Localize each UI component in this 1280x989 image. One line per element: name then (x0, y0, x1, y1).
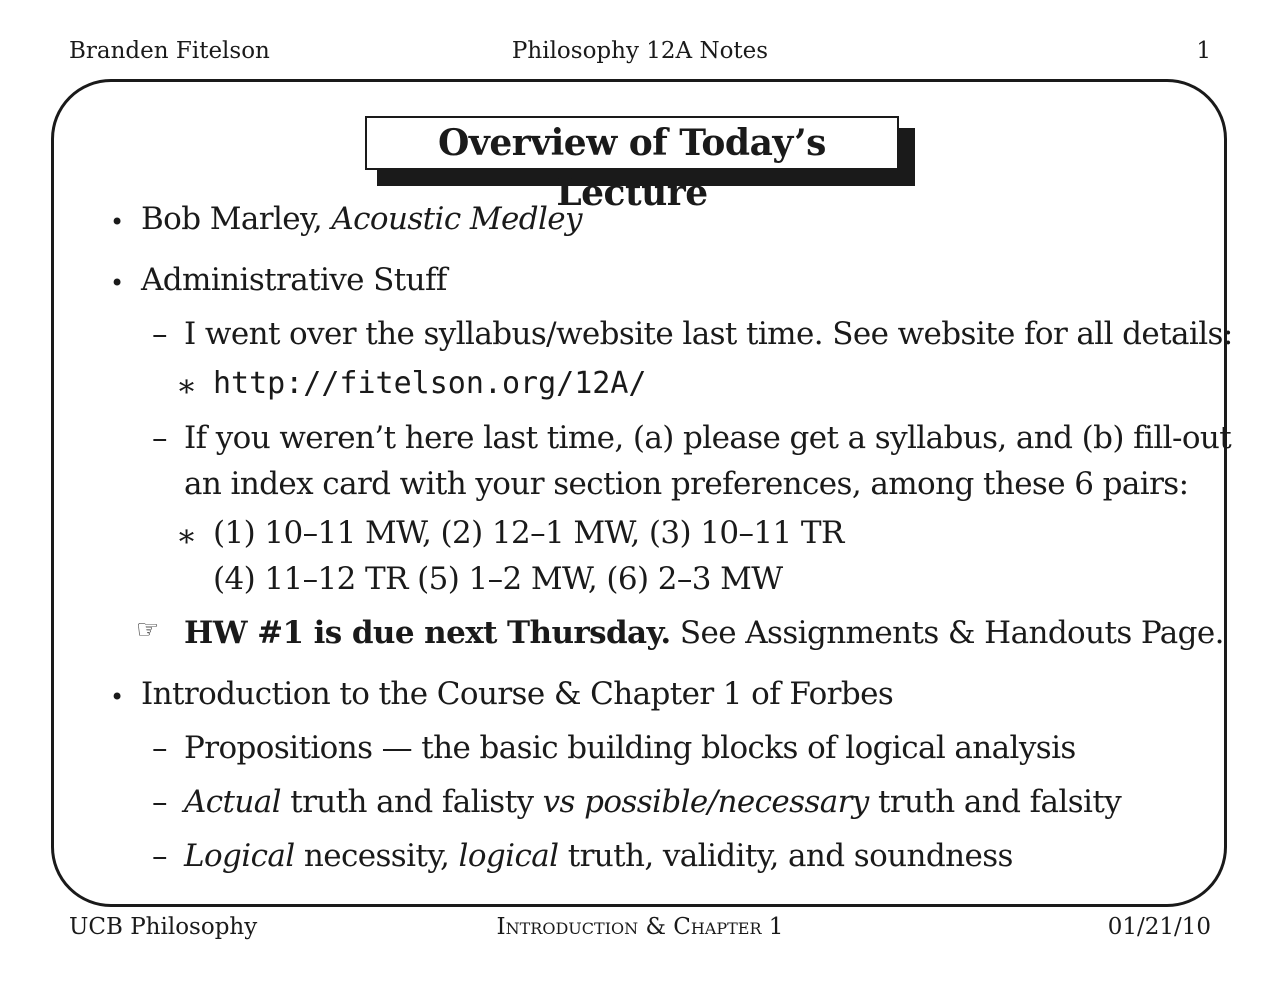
slide-title-box (365, 116, 899, 214)
header-author: Branden Fitelson (69, 38, 270, 64)
actual-emphasis: Actual (184, 784, 281, 820)
admin-absent-line-2: an index card with your section preferences, among these 6 pairs: (184, 466, 1189, 502)
footer-department: UCB Philosophy (69, 914, 258, 940)
list-item-intro: Introduction to the Course & Chapter 1 of Forbes (141, 676, 894, 712)
slide-title: Overview of Today’s Lecture (365, 116, 899, 170)
music-title: Acoustic Medley (331, 201, 582, 237)
bullet-icon: • (110, 269, 125, 297)
asterisk-icon: ∗ (176, 368, 197, 404)
actual-mid-text: truth and falisty (280, 784, 543, 820)
pointing-hand-icon: ☞ (136, 615, 159, 645)
list-item-admin: Administrative Stuff (141, 262, 447, 298)
intro-logical-necessity (184, 838, 1013, 874)
admin-syllabus: I went over the syllabus/website last time. See website for all details: (184, 316, 1233, 352)
music-label: Bob Marley, (141, 201, 332, 237)
course-website-link[interactable]: http://fitelson.org/12A/ (213, 366, 647, 401)
homework-due: HW #1 is due next Thursday. (184, 615, 671, 651)
homework-notice (184, 615, 1224, 651)
header-page-number: 1 (1196, 38, 1211, 64)
asterisk-icon: ∗ (176, 518, 197, 554)
dash-icon: – (152, 730, 167, 766)
footer-date: 01/21/10 (1107, 914, 1211, 940)
homework-see-page: See Assignments & Handouts Page. (670, 615, 1224, 651)
header-course: Philosophy 12A Notes (511, 38, 769, 64)
logical-emphasis-2: logical (458, 838, 559, 874)
dash-icon: – (152, 420, 167, 456)
section-times-line-2: (4) 11–12 TR (5) 1–2 MW, (6) 2–3 MW (213, 561, 783, 597)
dash-icon: – (152, 784, 167, 820)
bullet-icon: • (110, 683, 125, 711)
logical-emphasis-1: Logical (184, 838, 295, 874)
dash-icon: – (152, 838, 167, 874)
dash-icon: – (152, 316, 167, 352)
logical-end-text: truth, validity, and soundness (558, 838, 1013, 874)
intro-actual-truth (184, 784, 1121, 820)
actual-end-text: truth and falsity (868, 784, 1122, 820)
footer-topic: Introduction & Chapter 1 (496, 914, 784, 940)
list-item-music (141, 201, 582, 237)
logical-mid-text: necessity, (294, 838, 459, 874)
section-times-line-1: (1) 10–11 MW, (2) 12–1 MW, (3) 10–11 TR (213, 515, 844, 551)
vs-emphasis: vs possible/necessary (542, 784, 869, 820)
bullet-icon: • (110, 208, 125, 236)
intro-propositions: Propositions — the basic building blocks of logical analysis (184, 730, 1076, 766)
admin-absent-line-1: If you weren’t here last time, (a) please get a syllabus, and (b) fill-out (184, 420, 1232, 456)
